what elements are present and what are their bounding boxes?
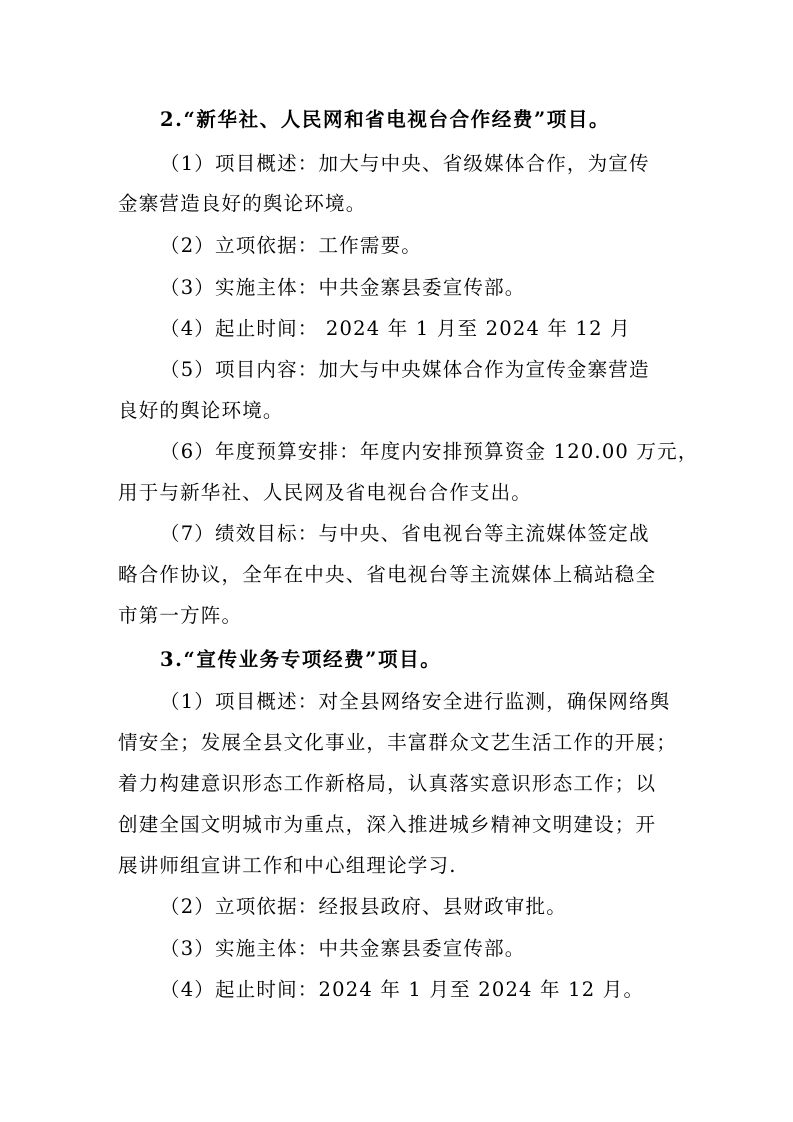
section-3-title: 3.“宣传业务专项经费”项目。 <box>160 648 442 671</box>
section-2-title: 2.“新华社、人民网和省电视台合作经费”项目。 <box>160 108 611 131</box>
s2-item-6-line-2: 用于与新华社、人民网及省电视台合作支出。 <box>118 481 533 504</box>
s2-item-3: （3）实施主体：中共金寨县委宣传部。 <box>160 276 526 299</box>
s2-item-7-line-3: 市第一方阵。 <box>118 604 243 627</box>
s2-item-2: （2）立项依据：工作需要。 <box>160 234 423 257</box>
s2-item-7-line-1: （7）绩效目标：与中央、省电视台等主流媒体签定战 <box>160 522 650 545</box>
s3-item-1-line-4: 创建全国文明城市为重点，深入推进城乡精神文明建设；开 <box>118 813 657 836</box>
s2-item-5-line-2: 良好的舆论环境。 <box>118 399 284 422</box>
s2-item-6-line-1: （6）年度预算安排：年度内安排预算资金 120.00 万元， <box>160 440 699 463</box>
s2-item-4: （4）起止时间： 2024 年 1 月至 2024 年 12 月 <box>160 317 631 340</box>
s3-item-1-line-3: 着力构建意识形态工作新格局，认真落实意识形态工作；以 <box>118 772 657 795</box>
s3-item-1-line-1: （1）项目概述：对全县网络安全进行监测，确保网络舆 <box>160 690 671 713</box>
s3-item-4: （4）起止时间：2024 年 1 月至 2024 年 12 月。 <box>160 978 645 1001</box>
s2-item-1-line-2: 金寨营造良好的舆论环境。 <box>118 192 367 215</box>
s2-item-1-line-1: （1）项目概述：加大与中央、省级媒体合作，为宣传 <box>160 152 650 175</box>
s3-item-3: （3）实施主体：中共金寨县委宣传部。 <box>160 937 526 960</box>
s3-item-2: （2）立项依据：经报县政府、县财政审批。 <box>160 895 567 918</box>
s2-item-5-line-1: （5）项目内容：加大与中央媒体合作为宣传金寨营造 <box>160 358 650 381</box>
s3-item-1-line-2: 情安全；发展全县文化事业，丰富群众文艺生活工作的开展； <box>118 731 677 754</box>
s3-item-1-line-5: 展讲师组宣讲工作和中心组理论学习. <box>118 854 457 877</box>
s2-item-7-line-2: 略合作协议，全年在中央、省电视台等主流媒体上稿站稳全 <box>118 563 657 586</box>
